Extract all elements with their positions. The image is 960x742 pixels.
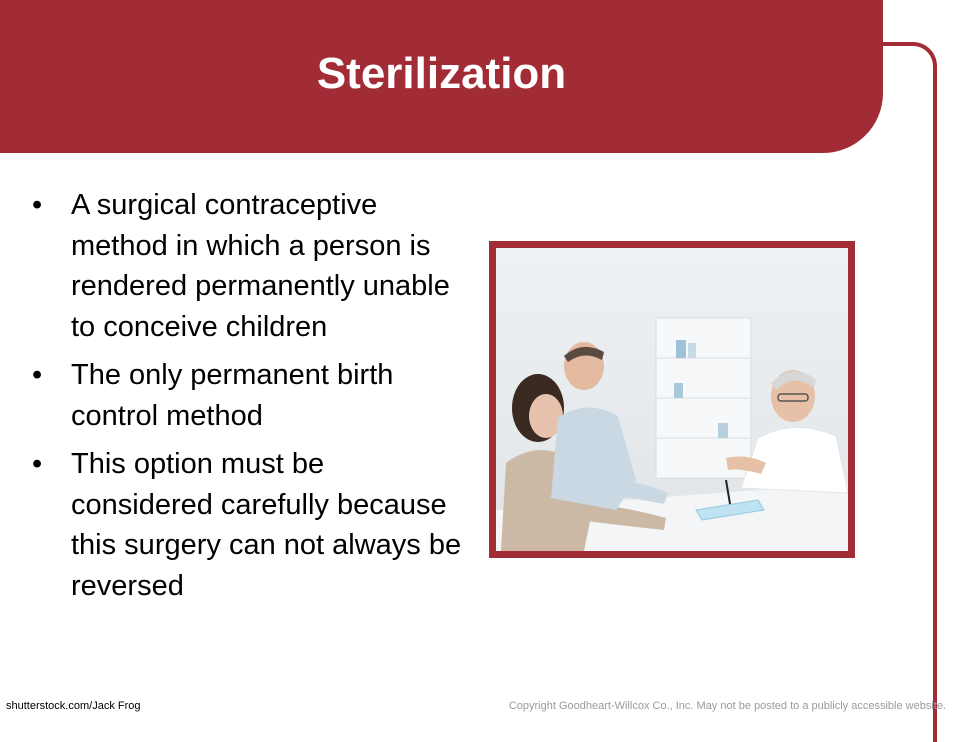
bullet-item (26, 444, 466, 606)
consultation-illustration (496, 248, 848, 551)
bullet-dot-icon: • (32, 448, 43, 480)
bullet-dot-icon: • (32, 359, 43, 391)
bullet-item (26, 185, 466, 347)
copyright-notice: Copyright Goodheart-Willcox Co., Inc. May not be posted to a publicly accessible website. (508, 700, 946, 712)
bullet-text: This option must be considered carefully because this surgery can not always be reversed (71, 448, 462, 602)
photo-credit: shutterstock.com/Jack Frog (6, 700, 141, 712)
photo-frame (489, 241, 855, 558)
bullet-text: The only permanent birth control method (71, 359, 394, 432)
slide-title: Sterilization (316, 48, 567, 98)
bullet-dot-icon: • (32, 189, 43, 221)
consultation-photo (496, 248, 848, 551)
bullet-list (26, 185, 466, 614)
bullet-text: A surgical contraceptive method in which a person is rendered permanently unable to conceive children (71, 189, 450, 343)
bullet-item (26, 355, 466, 436)
